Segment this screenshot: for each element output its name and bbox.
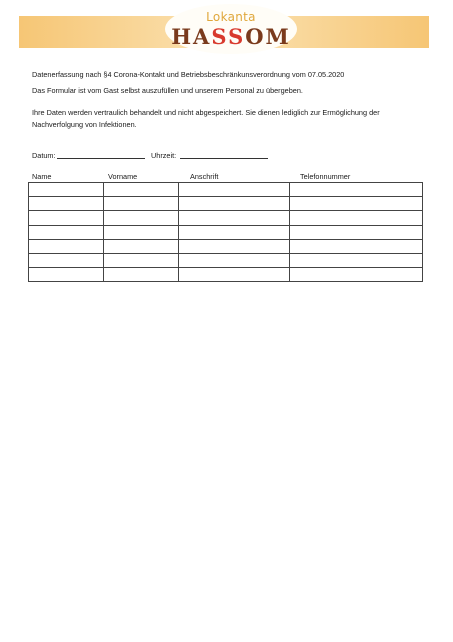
vorname-cell[interactable] bbox=[103, 183, 178, 197]
telefonnummer-cell[interactable] bbox=[290, 211, 423, 225]
date-label: Datum: bbox=[32, 151, 56, 160]
intro-line-3: Ihre Daten werden vertraulich behandelt und nicht abgespeichert. Sie dienen lediglich zur Ermöglichung der bbox=[32, 108, 380, 117]
guest-table bbox=[28, 182, 423, 282]
name-cell[interactable] bbox=[29, 211, 104, 225]
logo-title-part-2: OM bbox=[245, 24, 291, 49]
table-row bbox=[29, 268, 423, 282]
telefonnummer-cell[interactable] bbox=[290, 183, 423, 197]
logo-title-part-1: HA bbox=[171, 24, 212, 49]
column-header-telefonnummer: Telefonnummer bbox=[300, 172, 351, 181]
table-row bbox=[29, 197, 423, 211]
logo-subtitle: Lokanta bbox=[206, 10, 256, 24]
table-row bbox=[29, 225, 423, 239]
telefonnummer-cell[interactable] bbox=[290, 268, 423, 282]
vorname-cell[interactable] bbox=[103, 197, 178, 211]
telefonnummer-cell[interactable] bbox=[290, 239, 423, 253]
vorname-cell[interactable] bbox=[103, 211, 178, 225]
telefonnummer-cell[interactable] bbox=[290, 225, 423, 239]
anschrift-cell[interactable] bbox=[178, 211, 290, 225]
anschrift-cell[interactable] bbox=[178, 239, 290, 253]
date-field[interactable] bbox=[57, 158, 145, 159]
time-label: Uhrzeit: bbox=[151, 151, 177, 160]
telefonnummer-cell[interactable] bbox=[290, 253, 423, 267]
name-cell[interactable] bbox=[29, 268, 104, 282]
name-cell[interactable] bbox=[29, 253, 104, 267]
logo-title-accent: SS bbox=[211, 24, 246, 49]
table-row bbox=[29, 183, 423, 197]
name-cell[interactable] bbox=[29, 183, 104, 197]
name-cell[interactable] bbox=[29, 239, 104, 253]
anschrift-cell[interactable] bbox=[178, 197, 290, 211]
vorname-cell[interactable] bbox=[103, 239, 178, 253]
table-row bbox=[29, 253, 423, 267]
column-header-vorname: Vorname bbox=[108, 172, 138, 181]
intro-line-1: Datenerfassung nach §4 Corona-Kontakt und Betriebsbeschränkunsverordnung vom 07.05.2020 bbox=[32, 70, 345, 79]
vorname-cell[interactable] bbox=[103, 225, 178, 239]
intro-line-2: Das Formular ist vom Gast selbst auszufüllen und unserem Personal zu übergeben. bbox=[32, 86, 303, 95]
table-row bbox=[29, 211, 423, 225]
table-row bbox=[29, 239, 423, 253]
anschrift-cell[interactable] bbox=[178, 253, 290, 267]
name-cell[interactable] bbox=[29, 197, 104, 211]
anschrift-cell[interactable] bbox=[178, 268, 290, 282]
logo-title bbox=[165, 24, 297, 49]
vorname-cell[interactable] bbox=[103, 253, 178, 267]
column-header-name: Name bbox=[32, 172, 52, 181]
time-field[interactable] bbox=[180, 158, 268, 159]
telefonnummer-cell[interactable] bbox=[290, 197, 423, 211]
intro-line-4: Nachverfolgung von Infektionen. bbox=[32, 120, 137, 129]
name-cell[interactable] bbox=[29, 225, 104, 239]
anschrift-cell[interactable] bbox=[178, 183, 290, 197]
vorname-cell[interactable] bbox=[103, 268, 178, 282]
anschrift-cell[interactable] bbox=[178, 225, 290, 239]
column-header-anschrift: Anschrift bbox=[190, 172, 219, 181]
